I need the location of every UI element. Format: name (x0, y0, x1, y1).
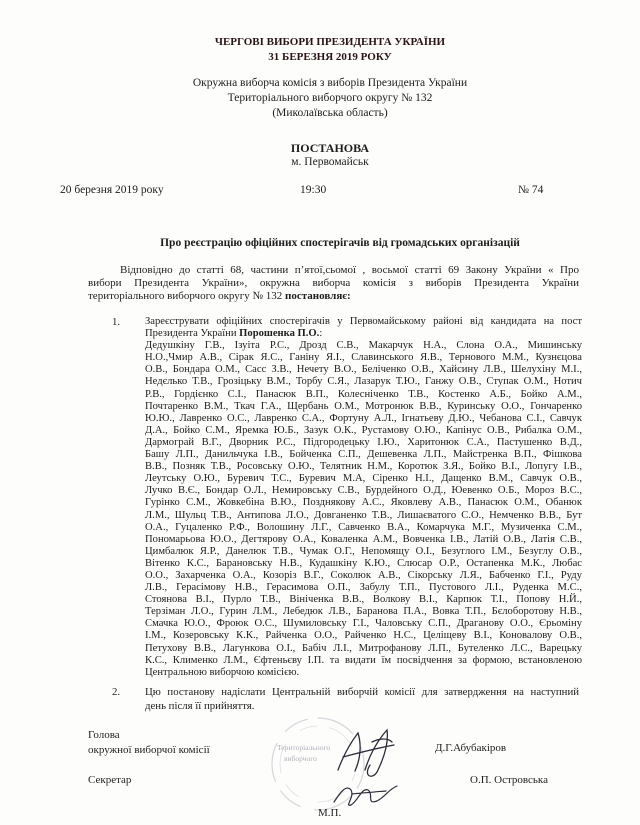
item-1-number: 1. (112, 316, 121, 328)
item-1-line-2-prefix: Президента України (145, 328, 237, 340)
region-name: (Миколаївська область) (272, 107, 388, 119)
chair-signature (338, 730, 394, 776)
secretary-name: О.П. Островська (470, 774, 548, 786)
candidate-name: Порошенка П.О. (239, 328, 320, 340)
chair-title-line-1: Голова (88, 729, 120, 741)
item-2 (145, 685, 579, 713)
preamble (88, 264, 579, 303)
stamp-outer-ring (272, 718, 364, 810)
observer-line: Терзіман Л.О., Гурин Л.М., Лебедюк Л.В., Баранова П.А., Вовка Т.П., Бєлоборотову Н.В., (145, 606, 582, 618)
item-1-line-2 (145, 328, 582, 340)
secretary-signature (334, 786, 397, 805)
item-2-line-1: Цю постанову надіслати Центральній виборчій комісії для затвердження на наступний (145, 686, 579, 698)
observer-line: О.В., Бондара О.М., Сасс З.В., Нечету В.О., Беліченко О.В., Хайсину Л.В., Шелухіну М.І., (145, 364, 582, 376)
resolution-number: № 74 (518, 184, 544, 196)
resolution-time: 19:30 (300, 184, 327, 196)
observer-line: Цимбалюк Я.Р., Данелюк Т.В., Чумак О.Г., Непомящу О.І., Безуглого І.М., Безуглу О.В., (145, 545, 582, 557)
resolution-date: 20 березня 2019 року (60, 184, 164, 196)
item-1 (145, 316, 582, 679)
observer-line: Стоянова В.І., Пурло Т.В., Вініченка В.В., Волкову В.І., Карпюк Т.І., Попову Н.Й., (145, 594, 582, 606)
observer-line: Почтаренко В.М., Ткач Г.А., Щербань О.М., Мотронюк В.В., Куринську О.О., Гончаренко (145, 400, 582, 412)
observer-line: Р.В., Гордієнко С.І., Панасюк В.П., Колесніченко Т.В., Костенко А.Б., Бойко А.М., (145, 388, 582, 400)
observer-line: К.С., Клименко Л.М., Єфтеньєву І.П. та видати їм посвідчення за формою, встановленою (145, 654, 582, 666)
stamp-text-line-2: виборчого (284, 754, 317, 763)
observer-line: В.В., Позняк Т.В., Росовську О.Ю., Телятник Н.М., Коротюк З.Я., Бойко В.І., Лопугу І.В., (145, 461, 582, 473)
decision-word: постановляє: (285, 290, 351, 302)
preamble-line-3 (88, 290, 579, 303)
commission-name: Окружна виборча комісія з виборів Президента України (192, 77, 468, 89)
seal-mark: М.П. (318, 807, 342, 819)
observer-line: Л.В., Герасімову Н.В., Герасимова О.П., Забулу Т.П., Пустового Л.І., Руденка М.С., (145, 582, 582, 594)
observer-line: І.М., Козеровську К.К., Райченка О.О., Райченко Н.С., Целіщеву В.І., Коновалову О.В., (145, 630, 582, 642)
document-type: ПОСТАНОВА (290, 141, 370, 155)
observer-line: Д.А., Бойко С.М., Яремка Ю.Б., Зазук О.К., Рустамову О.Ю., Капінус О.В., Рибалка О.М., (145, 424, 582, 436)
stamp-text-line-1: Територіального (277, 743, 331, 752)
election-title: ЧЕРГОВІ ВИБОРИ ПРЕЗИДЕНТА УКРАЇНИ (214, 36, 446, 48)
observer-line: Пономарьова Ю.О., Дегтярову О.А., Коваленка А.М., Вовченка І.В., Латій О.В., Латія С.В., (145, 533, 582, 545)
observer-line: Дармограй В.Г., Дворник Р.С., Підгородецьку І.Ю., Харитонюк С.А., Пастушенко В.Д., (145, 436, 582, 448)
observer-line: Ю.Ю., Лавренко О.С., Лавренко С.А., Фортуну А.Л., Ігнатьеву Д.Ю., Чебанова С.І., Савчук (145, 412, 582, 424)
resolution-subject: Про реєстрацію офіційних спостерігачів від громадських організацій (160, 237, 520, 249)
preamble-line-3-text: територіального виборчого округу № 132 (88, 290, 283, 302)
item-2-line-2: день після її прийняття. (145, 700, 255, 712)
preamble-line-1: Відповідно до статті 68, частини п’ятої,сьомої , восьмої статті 69 Закону України « Про (120, 264, 579, 276)
observer-line: Леутську О.Ю., Буревич Т.С., Буревич М.А, Сіренко Н.І., Дащенко В.М., Савчук О.В., (145, 473, 582, 485)
chair-name: Д.Г.Абубакіров (435, 742, 507, 754)
observer-line: О.А., Гуцаленко Р.Ф., Волошину Л.Г., Савченко В.А., Комарчука М.Г., Музиченка С.М., (145, 521, 582, 533)
observer-line: Смачка Ю.О., Фроюк О.С., Шумиловську Г.І., Чаловську С.П., Драганову О.О., Єрьоміну (145, 618, 582, 630)
observer-line: Недєлько Т.В., Грозіцьку В.М., Торбу С.Я., Лазарук Т.Ю., Ганжу О.В., Ступак О.М., Нотич (145, 376, 582, 388)
item-1-line-2-suffix: : (319, 328, 323, 340)
observer-line: Н.О.,Чмир А.В., Сірак Я.С., Ганіну Я.І., Славинського Я.В., Тернового М.М., Кузнєцова (145, 352, 582, 364)
secretary-title: Секретар (88, 774, 132, 786)
observer-line-last: Центральною виборчою комісією. (145, 666, 300, 678)
district-name: Територіального виборчого округу № 132 (227, 92, 433, 104)
observer-line: Петухову В.В., Лагункова О.І., Бабіч Л.І., Митрофанову Л.П., Бутеленко Л.С., Варецьку (145, 642, 582, 654)
observer-line: О.О., Захарченка О.А., Козоріз В.Г., Соколюк А.В., Сікорську Л.Я., Бабченко Г.І., Руду (145, 569, 582, 581)
stamp-seal (272, 718, 364, 810)
observer-line: Л.М., Шульц Т.В., Антипова Л.О., Довганенко Т.В., Лишаєватого С.О., Немченко В.В., Бут (145, 509, 582, 521)
election-date: 31 БЕРЕЗНЯ 2019 РОКУ (268, 51, 392, 63)
stamp-inner-ring (280, 726, 356, 802)
observer-line: Дедушкіну Г.В., Ізуіта Р.С., Дрозд С.В., Макарчук Н.А., Слона О.А., Мишинську (145, 340, 582, 352)
observer-line: Вітенко К.С., Барановську Н.В., Кудашкіну К.Ю., Слюсар О.Р., Остапенка М.К., Любас (145, 557, 582, 569)
observer-line: Лучко В.Є., Бондар О.Л., Немировську С.В., Бурдейного О.Д., Юевенко О.Б., Мороз В.С., (145, 485, 582, 497)
city: м. Первомайськ (291, 156, 369, 168)
preamble-line-2: вибори Президента України», окружна виборча комісія з виборів Президента України (88, 277, 579, 289)
observer-line: Гурінко С.М., Жовкебіна В.Ю., Позднякову А.С., Яковлеву А.В., Панасюк О.М., Обанюк (145, 497, 582, 509)
observer-line: Башу Л.П., Данильчука І.В., Бойченка С.П., Дешевенка Л.П., Майстренка В.П., Фішкова (145, 449, 582, 461)
item-1-line-1: Зареєструвати офіційних спостерігачів у Первомайському районі від кандидата на пост (145, 316, 582, 327)
item-2-number: 2. (112, 686, 121, 698)
chair-title-line-2: окружної виборчої комісії (88, 744, 210, 756)
